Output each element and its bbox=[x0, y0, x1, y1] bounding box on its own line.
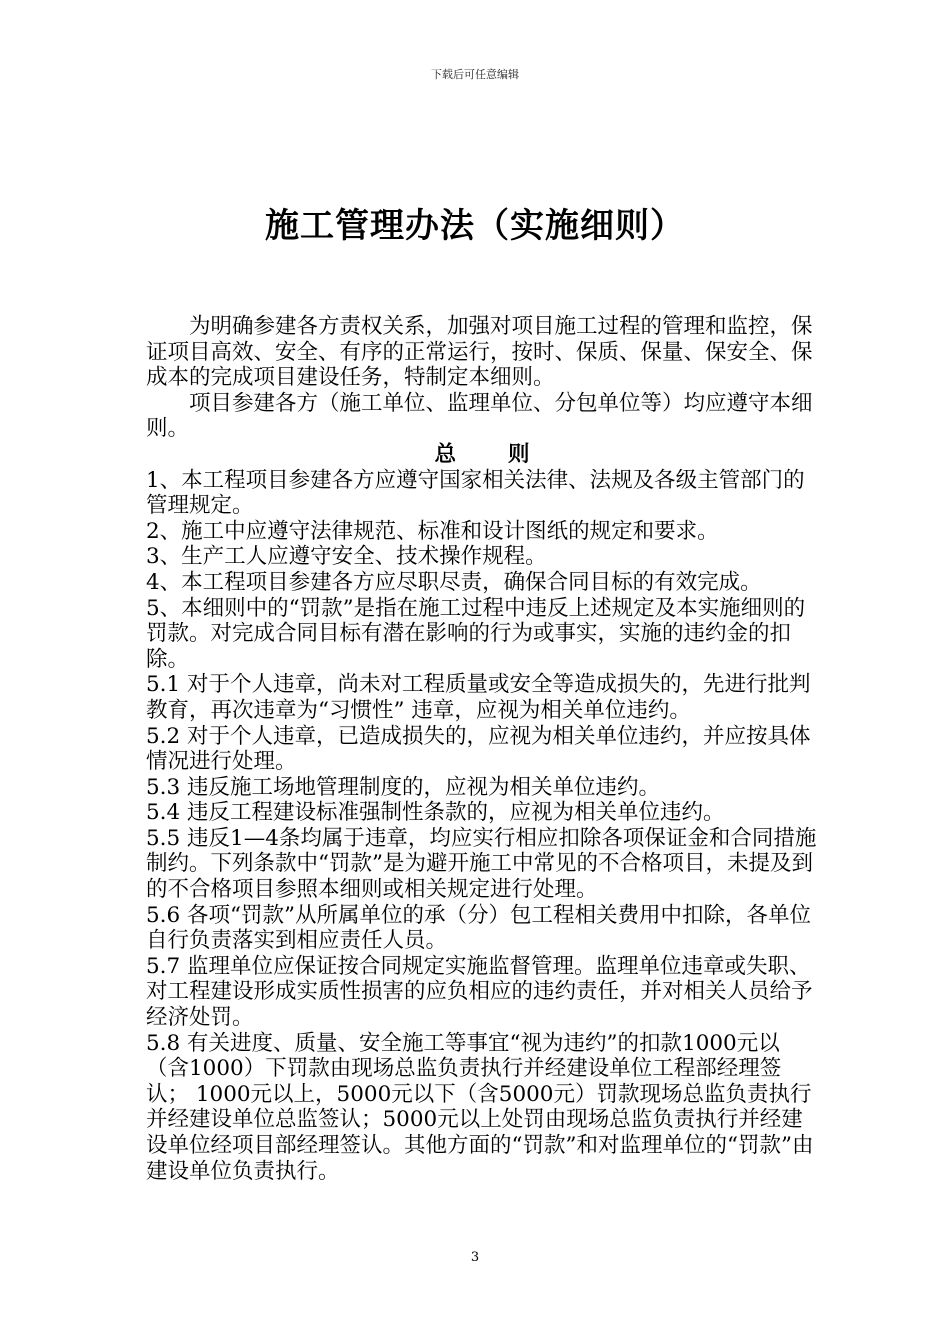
page-number: 3 bbox=[470, 1250, 480, 1265]
clause: 5.1 对于个人违章，尚未对工程质量或安全等造成损失的，先进行批判教育，再次违章为“习惯性” 违章，应视为相关单位违约。 bbox=[146, 672, 811, 723]
clause: 4、本工程项目参建各方应尽职尽责，确保合同目标的有效完成。 bbox=[146, 569, 762, 595]
clause: 5.2 对于个人违章，已造成损失的，应视为相关单位违约，并应按具体情况进行处理。 bbox=[146, 723, 811, 775]
intro-paragraph: 为明确参建各方责权关系，加强对项目施工过程的管理和监控，保证项目高效、安全、有序的正常运行，按时、保质、保量、保安全、保成本的完成项目建设任务，特制定本细则。 bbox=[146, 314, 813, 391]
intro-paragraph: 项目参建各方（施工单位、监理单位、分包单位等）均应遵守本细则。 bbox=[146, 390, 813, 442]
clause: 5.6 各项“罚款”从所属单位的承（分）包工程相关费用中扣除，各单位自行负责落实到相应责任人员。 bbox=[146, 902, 812, 954]
clause: 5.5 违反1—4条均属于违章，均应实行相应扣除各项保证金和合同措施制约。下列条款中“罚款”是为避开施工中常见的不合格项目，未提及到的不合格项目参照本细则或相关规定进行处理。 bbox=[146, 825, 817, 903]
document-body bbox=[146, 314, 818, 1184]
clause: 5.7 监理单位应保证按合同规定实施监督管理。监理单位违章或失职、对工程建设形成实质性损害的应负相应的违约责任，并对相关人员给予经济处罚。 bbox=[146, 953, 813, 1031]
section-heading bbox=[146, 442, 818, 468]
document-title: 施工管理办法（实施细则） bbox=[265, 206, 685, 246]
header-note: 下载后可任意编辑 bbox=[431, 68, 519, 81]
section-heading-left: 总 bbox=[434, 441, 456, 467]
clause: 5.4 违反工程建设标准强制性条款的，应视为相关单位违约。 bbox=[146, 800, 725, 826]
section-heading-right: 则 bbox=[508, 441, 530, 467]
clause: 3、生产工人应遵守安全、技术操作规程。 bbox=[146, 544, 547, 570]
clause: 5.3 违反施工场地管理制度的，应视为相关单位违约。 bbox=[146, 774, 661, 800]
clause: 5.8 有关进度、质量、安全施工等事宜“视为违约”的扣款1000元以（含1000）下罚款由现场总监负责执行并经建设单位工程部经理签认； 1000元以上，5000元以下（含5000元）罚款现场总监负责执行并经建设单位总监签认；5000元以上处罚由现场总监负责执行并经建设单位经项目部经理签认。其他方面的“罚款”和对监理单位的“罚款”由建设单位负责执行。 bbox=[146, 1030, 814, 1184]
clause: 2、施工中应遵守法律规范、标准和设计图纸的规定和要求。 bbox=[146, 518, 719, 544]
clause: 5、本细则中的“罚款”是指在施工过程中违反上述规定及本实施细则的罚款。对完成合同目标有潜在影响的行为或事实，实施的违约金的扣除。 bbox=[146, 595, 806, 672]
clause: 1、本工程项目参建各方应遵守国家相关法律、法规及各级主管部门的管理规定。 bbox=[146, 467, 805, 519]
